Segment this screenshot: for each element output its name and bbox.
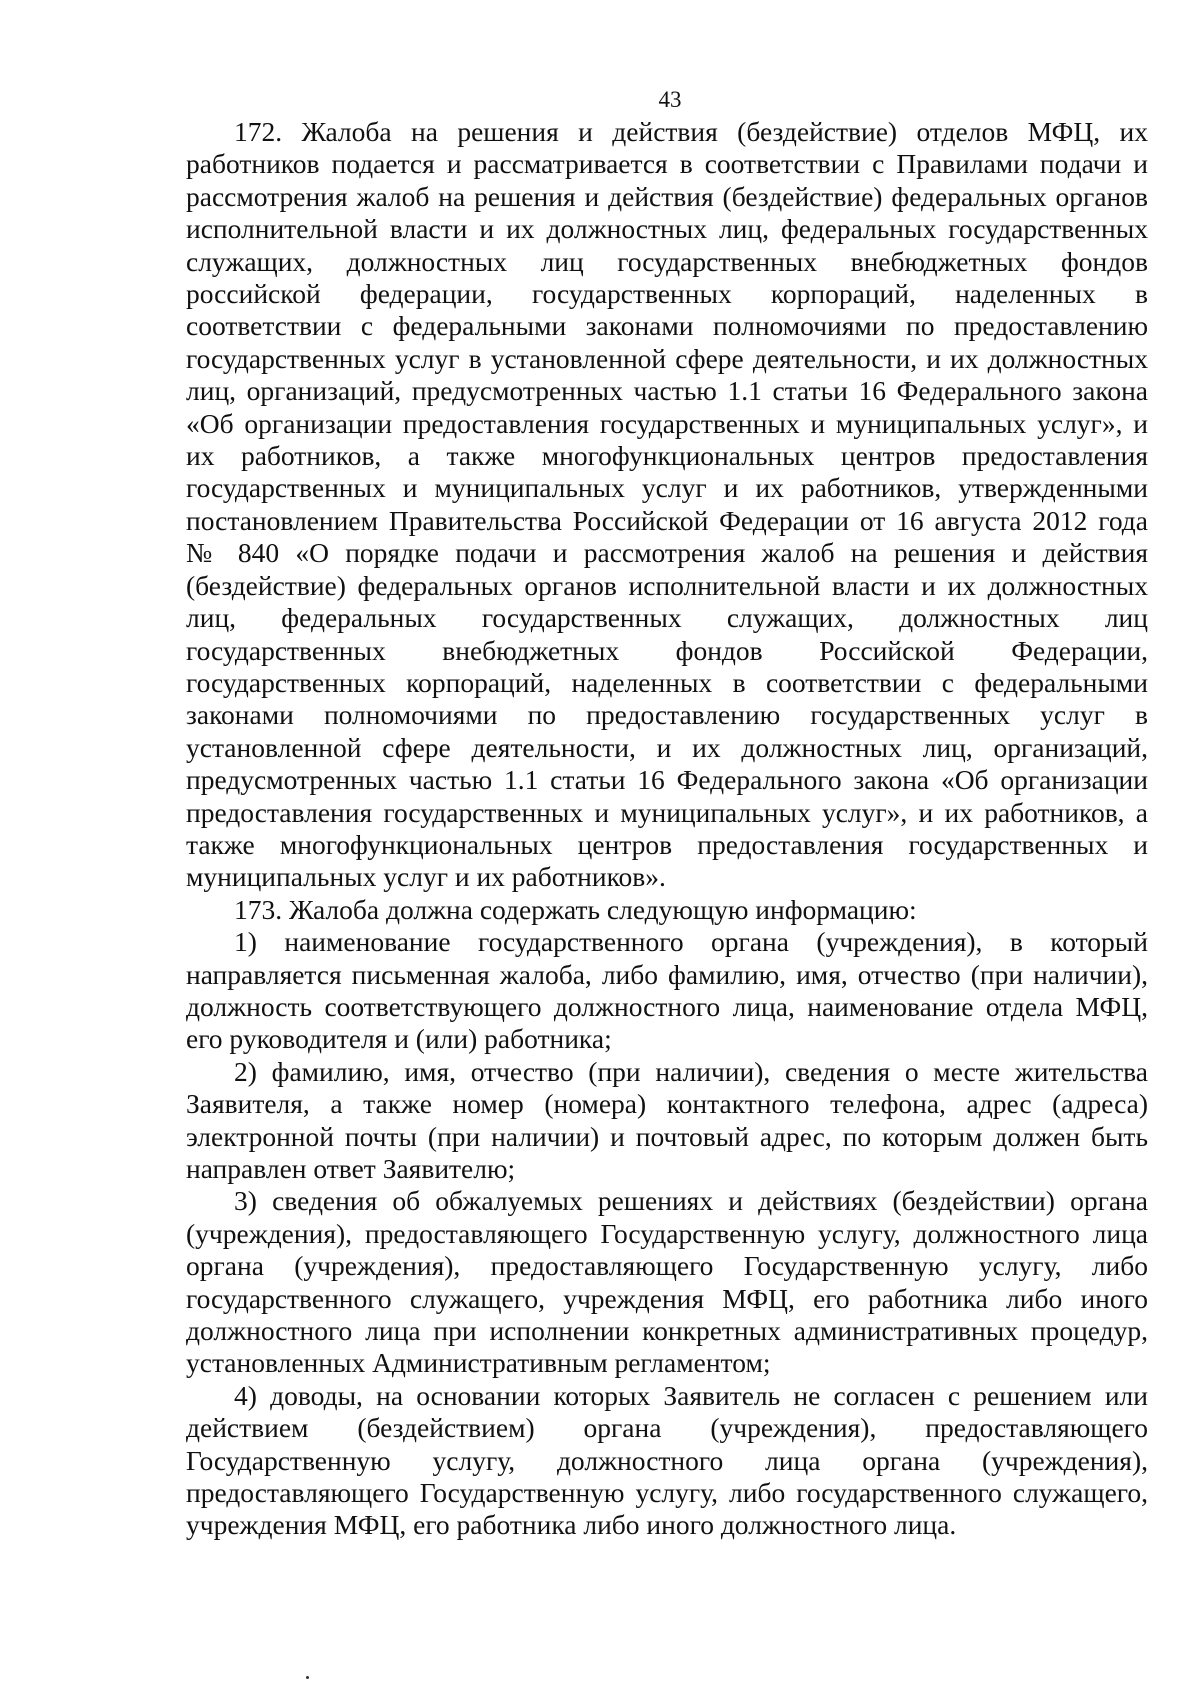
scan-speck [306,1676,309,1679]
page-number: 43 [658,87,682,112]
list-item-4: 4) доводы, на основании которых Заявитель не согласен с решением или действием (бездействием) органа (учреждения), предоставляющего Государственную услугу, должностного лица органа (учреждения), предоставляющего Государственную услугу, либо государственного служащего, учреждения МФЦ, его работника либо иного должностного лица. [186,1379,1148,1541]
list-item-2: 2) фамилию, имя, отчество (при наличии), сведения о месте жительства Заявителя, а также номер (номера) контактного телефона, адрес (адреса) электронной почты (при наличии) и почтовый адрес, по которым должен быть направлен ответ Заявителю; [186,1055,1148,1184]
list-item-1: 1) наименование государственного органа (учреждения), в который направляется письменная жалоба, либо фамилию, имя, отчество (при наличии), должность соответствующего должностного лица, наименование отдела МФЦ, его руководителя и (или) работника; [186,926,1148,1055]
list-item-3: 3) сведения об обжалуемых решениях и действиях (бездействии) органа (учреждения), предоставляющего Государственную услугу, должностного лица органа (учреждения), предоставляющего Государственную услугу, либо государственного служащего, учреждения МФЦ, его работника либо иного должностного лица при исполнении конкретных административных процедур, установленных Административным регламентом; [186,1185,1148,1379]
document-body [186,116,1148,1542]
paragraph-172: 172. Жалоба на решения и действия (бездействие) отделов МФЦ, их работников подается и рассматривается в соответствии с Правилами подачи и рассмотрения жалоб на решения и действия (бездействие) федеральных органов исполнительной власти и их должностных лиц, федеральных государственных служащих, должностных лиц государственных внебюджетных фондов российской федерации, государственных корпораций, наделенных в соответствии с федеральными законами полномочиями по предоставлению государственных услуг в установленной сфере деятельности, и их должностных лиц, организаций, предусмотренных частью 1.1 статьи 16 Федерального закона «Об организации предоставления государственных и муниципальных услуг», и их работников, а также многофункциональных центров предоставления государственных и муниципальных услуг и их работников, утвержденными постановлением Правительства Российской Федерации от 16 августа 2012 года № 840 «О порядке подачи и рассмотрения жалоб на решения и действия (бездействие) федеральных органов исполнительной власти и их должностных лиц, федеральных государственных служащих, должностных лиц государственных внебюджетных фондов Российской Федерации, государственных корпораций, наделенных в соответствии с федеральными законами полномочиями по предоставлению государственных услуг в установленной сфере деятельности, и их должностных лиц, организаций, предусмотренных частью 1.1 статьи 16 Федерального закона «Об организации предоставления государственных и муниципальных услуг», и их работников, а также многофункциональных центров предоставления государственных и муниципальных услуг и их работников». [186,116,1148,893]
paragraph-173: 173. Жалоба должна содержать следующую информацию: [234,893,917,925]
